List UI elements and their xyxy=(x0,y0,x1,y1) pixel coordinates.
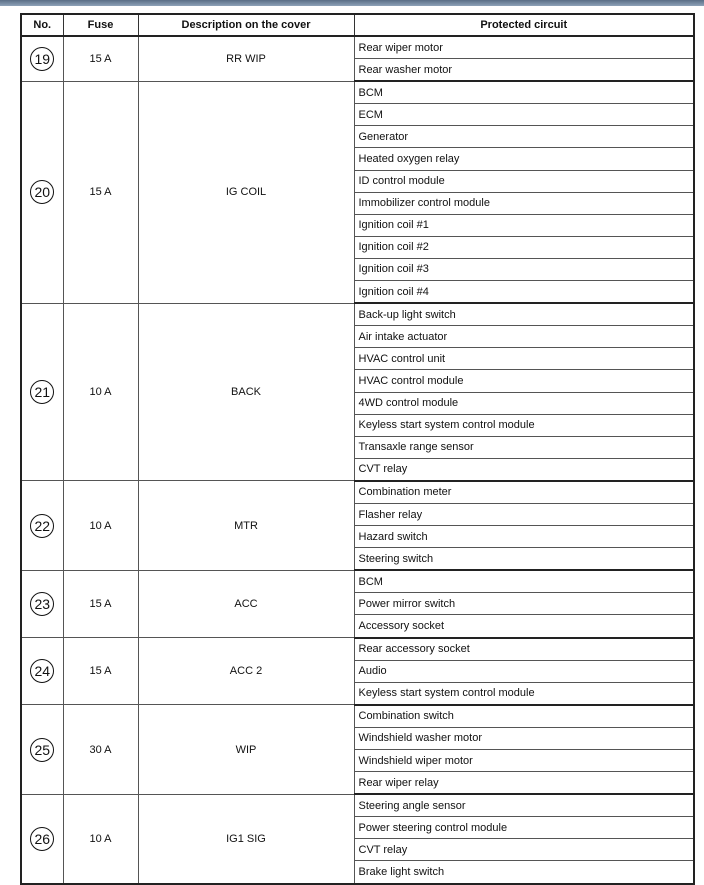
fuse-table-body xyxy=(21,36,694,884)
fuse-rating: 15 A xyxy=(63,570,138,637)
fuse-number: 24 xyxy=(30,659,54,683)
protected-circuit: Generator xyxy=(354,126,694,148)
protected-circuit: Combination switch xyxy=(354,705,694,728)
protected-circuit: Ignition coil #3 xyxy=(354,258,694,280)
fuse-number-cell xyxy=(21,36,63,81)
table-row xyxy=(21,638,694,661)
fuse-number-cell xyxy=(21,81,63,303)
cover-description: IG COIL xyxy=(138,81,354,303)
fuse-rating: 10 A xyxy=(63,794,138,883)
fuse-rating: 10 A xyxy=(63,303,138,481)
protected-circuit: Steering angle sensor xyxy=(354,794,694,817)
protected-circuit: Rear washer motor xyxy=(354,59,694,82)
protected-circuit: Combination meter xyxy=(354,481,694,504)
protected-circuit: Power mirror switch xyxy=(354,593,694,615)
table-row xyxy=(21,570,694,593)
fuse-number-cell xyxy=(21,638,63,705)
protected-circuit: Rear accessory socket xyxy=(354,638,694,661)
protected-circuit: Ignition coil #2 xyxy=(354,236,694,258)
fuse-number-cell xyxy=(21,481,63,570)
table-row xyxy=(21,794,694,817)
protected-circuit: Flasher relay xyxy=(354,503,694,525)
protected-circuit: Transaxle range sensor xyxy=(354,436,694,458)
fuse-number-cell xyxy=(21,303,63,481)
fuse-rating: 15 A xyxy=(63,638,138,705)
header-description: Description on the cover xyxy=(138,14,354,36)
table-row xyxy=(21,81,694,104)
protected-circuit: Air intake actuator xyxy=(354,326,694,348)
fuse-rating: 10 A xyxy=(63,481,138,570)
fuse-number: 20 xyxy=(30,180,54,204)
protected-circuit: Back-up light switch xyxy=(354,303,694,326)
cover-description: RR WIP xyxy=(138,36,354,81)
protected-circuit: Steering switch xyxy=(354,548,694,571)
protected-circuit: CVT relay xyxy=(354,839,694,861)
protected-circuit: Heated oxygen relay xyxy=(354,148,694,170)
fuse-number: 19 xyxy=(30,47,54,71)
protected-circuit: Hazard switch xyxy=(354,526,694,548)
fuse-number: 21 xyxy=(30,380,54,404)
fuse-number: 25 xyxy=(30,738,54,762)
header-protected-circuit: Protected circuit xyxy=(354,14,694,36)
table-row xyxy=(21,481,694,504)
cover-description: ACC 2 xyxy=(138,638,354,705)
protected-circuit: Brake light switch xyxy=(354,861,694,884)
fuse-number: 23 xyxy=(30,592,54,616)
fuse-number: 22 xyxy=(30,514,54,538)
protected-circuit: Ignition coil #4 xyxy=(354,281,694,304)
fuse-table xyxy=(20,13,695,885)
protected-circuit: Ignition coil #1 xyxy=(354,214,694,236)
protected-circuit: Windshield washer motor xyxy=(354,727,694,749)
cover-description: BACK xyxy=(138,303,354,481)
protected-circuit: BCM xyxy=(354,81,694,104)
header-no: No. xyxy=(21,14,63,36)
window-top-border xyxy=(0,0,704,6)
cover-description: MTR xyxy=(138,481,354,570)
protected-circuit: ID control module xyxy=(354,170,694,192)
fuse-number-cell xyxy=(21,794,63,883)
cover-description: WIP xyxy=(138,705,354,794)
fuse-number-cell xyxy=(21,705,63,794)
fuse-rating: 30 A xyxy=(63,705,138,794)
protected-circuit: ECM xyxy=(354,104,694,126)
fuse-number-cell xyxy=(21,570,63,637)
header-fuse: Fuse xyxy=(63,14,138,36)
cover-description: ACC xyxy=(138,570,354,637)
protected-circuit: Audio xyxy=(354,660,694,682)
protected-circuit: 4WD control module xyxy=(354,392,694,414)
fuse-rating: 15 A xyxy=(63,81,138,303)
protected-circuit: Windshield wiper motor xyxy=(354,750,694,772)
protected-circuit: HVAC control unit xyxy=(354,348,694,370)
fuse-number: 26 xyxy=(30,827,54,851)
protected-circuit: Power steering control module xyxy=(354,817,694,839)
header-row xyxy=(21,14,694,36)
protected-circuit: CVT relay xyxy=(354,458,694,481)
protected-circuit: BCM xyxy=(354,570,694,593)
table-row xyxy=(21,303,694,326)
cover-description: IG1 SIG xyxy=(138,794,354,883)
protected-circuit: Rear wiper motor xyxy=(354,36,694,59)
protected-circuit: Accessory socket xyxy=(354,615,694,638)
protected-circuit: Keyless start system control module xyxy=(354,682,694,705)
protected-circuit: Keyless start system control module xyxy=(354,414,694,436)
protected-circuit: Immobilizer control module xyxy=(354,192,694,214)
protected-circuit: Rear wiper relay xyxy=(354,772,694,795)
protected-circuit: HVAC control module xyxy=(354,370,694,392)
table-row xyxy=(21,36,694,59)
fuse-rating: 15 A xyxy=(63,36,138,81)
table-row xyxy=(21,705,694,728)
